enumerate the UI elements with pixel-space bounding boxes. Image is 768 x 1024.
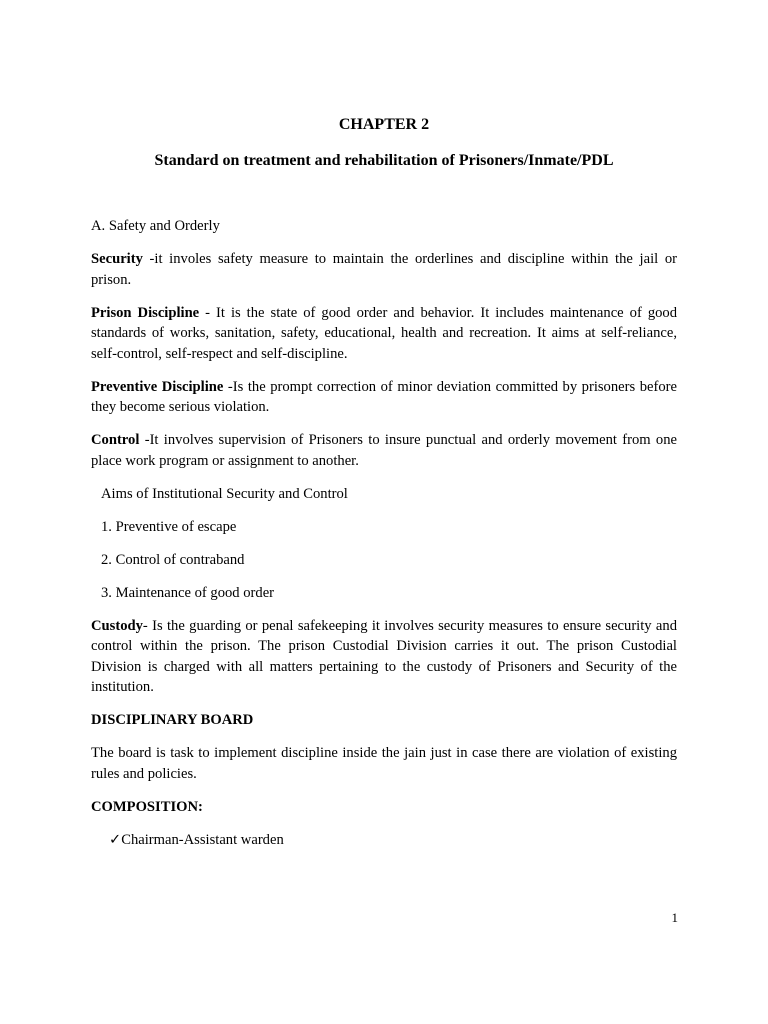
aims-list-item: 1. Preventive of escape	[101, 518, 237, 535]
composition-item: ✓Chairman-Assistant warden	[109, 831, 284, 848]
security-paragraph	[91, 249, 677, 290]
page-number: 1	[671, 910, 678, 925]
chapter-subtitle: Standard on treatment and rehabilitation of Prisoners/Inmate/PDL	[154, 152, 614, 169]
section-heading-a: A. Safety and Orderly	[91, 218, 220, 234]
aims-heading: Aims of Institutional Security and Control	[101, 485, 348, 502]
custody-term: Custody	[91, 617, 143, 634]
chapter-title: CHAPTER 2	[338, 116, 430, 133]
control-term: Control	[91, 432, 140, 448]
control-paragraph	[91, 430, 677, 471]
composition-heading: COMPOSITION:	[91, 798, 203, 815]
preventive-discipline-paragraph	[91, 377, 677, 418]
aims-list-item: 3. Maintenance of good order	[101, 584, 275, 601]
prison-discipline-term: Prison Discipline	[91, 304, 200, 321]
aims-list-item: 2. Control of contraband	[101, 551, 245, 568]
page-content	[91, 114, 677, 850]
preventive-discipline-definition: -Is the prompt correction of minor deviation committed by prisoners before they become serious violation.	[91, 378, 677, 415]
prison-discipline-definition: - It is the state of good order and behavior. It includes maintenance of good standards of works, sanitation, safety, educational, health and recreation. It aims at self-reliance, self-control, self-respect and self-discipline.	[91, 304, 678, 362]
security-term: Security	[91, 251, 143, 267]
control-definition: -It involves supervision of Prisoners to insure punctual and orderly movement from one place work program or assignment to another.	[91, 432, 677, 469]
custody-paragraph	[91, 616, 677, 698]
security-definition: -it involes safety measure to maintain the orderlines and discipline within the jail or prison.	[91, 251, 677, 288]
disciplinary-board-heading: DISCIPLINARY BOARD	[91, 712, 254, 728]
disciplinary-board-paragraph: The board is task to implement discipline inside the jain just in case there are violation of existing rules and policies.	[91, 745, 677, 782]
preventive-discipline-term: Preventive Discipline	[91, 378, 224, 395]
custody-definition: - Is the guarding or penal safekeeping it involves security measures to ensure security and control within the prison. The prison Custodial Division carries it out. The prison Custodial Division is charged with all matters pertaining to the custody of Prisoners and Security of the institution.	[91, 617, 677, 695]
prison-discipline-paragraph	[91, 303, 677, 365]
